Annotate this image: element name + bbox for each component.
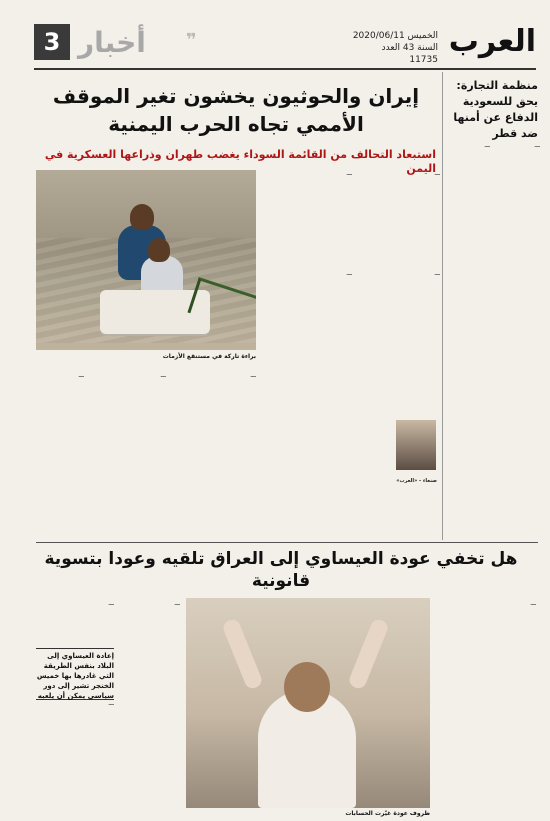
lead-column-text: ـــ bbox=[78, 372, 84, 379]
second-headline: هل تخفي عودة العيساوي إلى العراق تلقيه وعودا بتسوية قانونية bbox=[44, 549, 518, 591]
side-column-text: ـــ bbox=[534, 142, 540, 149]
lead-headline bbox=[36, 82, 436, 138]
second-column-text: ـــ bbox=[108, 600, 114, 607]
side-column-text: ـــ bbox=[484, 142, 490, 149]
date-text: الخميس 2020/06/11 bbox=[352, 31, 438, 41]
second-column-text: ـــ bbox=[108, 700, 114, 707]
lead-column-text: ـــ bbox=[434, 270, 440, 277]
pull-quote: إعادة العيساوي إلى البلاد بنفس الطريقة التي غادرها بها خميس الخنجر تشير إلى دور سياسي يمكن أن يلعبه bbox=[36, 648, 114, 700]
child-head bbox=[130, 204, 154, 230]
lead-headline-line1: إيران والحوثيون يخشون تغير الموقف bbox=[52, 84, 420, 108]
man-head bbox=[284, 662, 330, 712]
second-column-text: ـــ bbox=[530, 600, 536, 607]
masthead bbox=[34, 24, 536, 70]
section-title: أخبار bbox=[78, 26, 146, 59]
lead-byline: صنعاء - «العرب» bbox=[396, 478, 437, 484]
second-photo-caption: ظروف عودة غيّرت الحسابات bbox=[345, 810, 430, 817]
lead-column-text: ـــ bbox=[434, 170, 440, 177]
section-rule bbox=[36, 542, 538, 543]
lead-photo bbox=[36, 170, 256, 350]
lead-headline-line2: الأممي تجاه الحرب اليمنية bbox=[108, 112, 364, 136]
raised-arm-right bbox=[347, 617, 390, 690]
section-logo-icon: ❞ bbox=[186, 30, 197, 51]
lead-column-text: ـــ bbox=[250, 372, 256, 379]
second-photo bbox=[186, 598, 430, 808]
page-number: 3 bbox=[34, 24, 70, 60]
author-portrait bbox=[396, 420, 436, 470]
column-divider bbox=[442, 72, 443, 540]
lead-photo-caption: براءة تاركة في مستنقع الأزمات bbox=[162, 353, 256, 360]
lead-column-text: ـــ bbox=[346, 270, 352, 277]
lead-subhead: استبعاد التحالف من القائمة السوداء يغضب طهران وذراعها العسكرية في اليمن bbox=[44, 148, 436, 175]
newspaper-logo: العرب bbox=[448, 24, 536, 59]
issue-text: السنة 43 العدد 11735 bbox=[381, 43, 438, 65]
child-head-2 bbox=[148, 238, 170, 262]
side-story-title: منظمة التجارة: يحق للسعودية الدفاع عن أمنها ضد قطر bbox=[453, 79, 538, 140]
lead-column-text: ـــ bbox=[346, 170, 352, 177]
dateline bbox=[352, 30, 438, 66]
second-column-text: ـــ bbox=[174, 600, 180, 607]
raised-arm-left bbox=[221, 617, 264, 690]
lead-column-text: ـــ bbox=[160, 372, 166, 379]
